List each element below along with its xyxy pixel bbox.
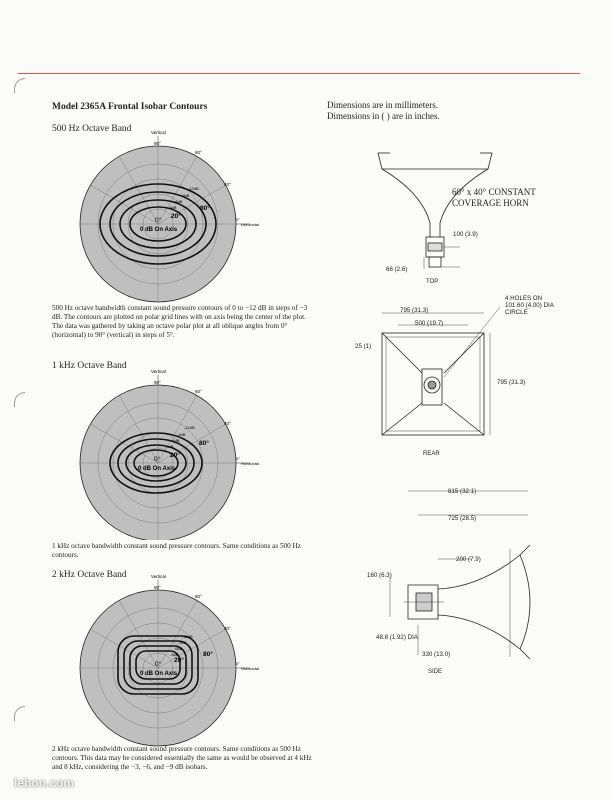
label-6db: -6dB bbox=[174, 199, 183, 204]
label-horizontal: Horizontal bbox=[241, 222, 260, 227]
rear-dim-lip: 25 (1) bbox=[355, 343, 372, 350]
label-3db: -3dB bbox=[170, 652, 179, 657]
label-horizontal: Horizontal bbox=[241, 461, 260, 466]
band-caption-2khz: 2 kHz octave bandwidth constant sound pressure contours. Same conditions as 500 Hz contours. This data may be considered essentially the same as would be observed at 4 kHz and 8 kHz, considering the −3, −6, and −9 dB isobars. bbox=[52, 745, 312, 771]
band-heading-500hz: 500 Hz Octave Band bbox=[52, 124, 132, 134]
label-3db: -3dB bbox=[165, 444, 174, 449]
label-12db: -12dB bbox=[188, 186, 199, 191]
label-80: 80° bbox=[199, 440, 209, 447]
side-dim-overall: 815 (32.1) bbox=[448, 488, 477, 495]
label-0-center: 0° bbox=[155, 217, 162, 224]
label-axis: 0 dB On Axis bbox=[140, 671, 178, 677]
label-0-center: 0° bbox=[154, 456, 161, 463]
watermark: lebon.com bbox=[14, 776, 75, 790]
rear-dim-height: 795 (31.3) bbox=[497, 379, 526, 386]
polar-plot-1khz bbox=[78, 365, 268, 545]
label-40: 40° bbox=[224, 626, 231, 631]
label-vertical: Vertical bbox=[151, 574, 166, 579]
side-dim-adapter: 200 (7.9) bbox=[456, 556, 481, 563]
label-60: 60° bbox=[195, 150, 202, 155]
label-40: 40° bbox=[224, 421, 231, 426]
label-0-edge: 0° bbox=[236, 661, 240, 666]
page-title: Model 2365A Frontal Isobar Contours bbox=[52, 102, 208, 112]
rear-holes-line-3: CIRCLE bbox=[505, 309, 528, 316]
dimensions-note bbox=[327, 100, 440, 122]
binder-hole bbox=[14, 78, 25, 93]
label-6db: -6dB bbox=[174, 646, 183, 651]
horn-label-line-1: 60° x 40° CONSTANT bbox=[452, 187, 536, 197]
label-20: 20° bbox=[171, 213, 181, 220]
label-0-center: 0° bbox=[155, 661, 162, 668]
label-90: 90° bbox=[154, 380, 161, 385]
label-40: 40° bbox=[224, 182, 231, 187]
label-90: 90° bbox=[154, 585, 161, 590]
polar-plot-svg bbox=[78, 572, 268, 747]
label-vertical: Vertical bbox=[151, 369, 166, 374]
header-rule bbox=[18, 73, 580, 74]
label-9db: -9dB bbox=[177, 432, 186, 437]
top-view-label: TOP bbox=[426, 279, 439, 285]
side-view-label: SIDE bbox=[428, 669, 443, 675]
polar-plot-svg bbox=[78, 365, 268, 540]
band-caption-500hz: 500 Hz octave bandwidth constant sound pressure contours of 0 to −12 dB in steps of −3 dB. The contours are plotted on polar grid lines with on axis being the center of the plot. The data was gathered by taking an octave polar plot at all oblique angles from 0° (horizontal) to 90° (vertical) in steps of 5°. bbox=[52, 304, 308, 339]
polar-plot-2khz bbox=[78, 572, 268, 752]
dimensions-note-line-1: Dimensions are in millimeters. bbox=[327, 100, 438, 110]
label-20: 20° bbox=[174, 657, 184, 664]
label-axis: 0 dB On Axis bbox=[140, 227, 178, 233]
label-0-edge: 0° bbox=[236, 217, 240, 222]
dimensions-note-line-2: Dimensions in ( ) are in inches. bbox=[327, 111, 440, 121]
side-dim-dia: 48.8 (1.92) DIA bbox=[376, 634, 418, 641]
label-80: 80° bbox=[200, 205, 210, 212]
label-9db: -9dB bbox=[181, 193, 190, 198]
top-dim-throat: 100 (3.9) bbox=[453, 231, 478, 238]
rear-holes-line-1: 4 HOLES ON bbox=[505, 295, 543, 302]
side-dim-base: 330 (13.0) bbox=[422, 651, 451, 658]
band-heading-2khz: 2 kHz Octave Band bbox=[52, 570, 127, 580]
label-9db: -9dB bbox=[178, 640, 187, 645]
rear-holes-note bbox=[505, 295, 554, 316]
label-60: 60° bbox=[195, 389, 202, 394]
side-dim-height: 160 (6.3) bbox=[367, 572, 392, 579]
label-vertical: Vertical bbox=[151, 130, 166, 135]
side-dim-horn: 725 (28.5) bbox=[448, 515, 477, 522]
polar-plot-svg bbox=[78, 128, 268, 303]
label-12db: -12dB bbox=[184, 425, 195, 430]
top-dim-flange: 66 (2.6) bbox=[386, 266, 408, 273]
polar-plot-500hz bbox=[78, 128, 268, 308]
label-0-edge: 0° bbox=[236, 456, 240, 461]
label-6db: -6dB bbox=[171, 438, 180, 443]
label-axis: 0 dB On Axis bbox=[138, 466, 176, 472]
label-3db: -3dB bbox=[168, 205, 177, 210]
label-60: 60° bbox=[195, 594, 202, 599]
band-heading-1khz: 1 kHz Octave Band bbox=[52, 361, 127, 371]
band-caption-1khz: 1 kHz octave bandwidth constant sound pressure contours. Same conditions as 500 Hz contours. bbox=[52, 542, 301, 559]
rear-dim-inner: 500 (19.7) bbox=[415, 320, 444, 327]
top-view-drawing bbox=[360, 145, 510, 295]
label-horizontal: Horizontal bbox=[241, 666, 260, 671]
rear-dim-width: 795 (31.3) bbox=[400, 307, 429, 314]
label-20: 20° bbox=[170, 452, 180, 459]
label-90: 90° bbox=[154, 141, 161, 146]
binder-hole bbox=[14, 706, 25, 721]
rear-holes-line-2: 101.60 (4.00) DIA bbox=[505, 302, 554, 309]
binder-hole bbox=[14, 392, 25, 407]
label-80: 80° bbox=[203, 651, 213, 658]
label-12db: -12dB bbox=[182, 634, 193, 639]
rear-view-label: REAR bbox=[423, 451, 440, 457]
horn-label-line-2: COVERAGE HORN bbox=[452, 198, 529, 208]
